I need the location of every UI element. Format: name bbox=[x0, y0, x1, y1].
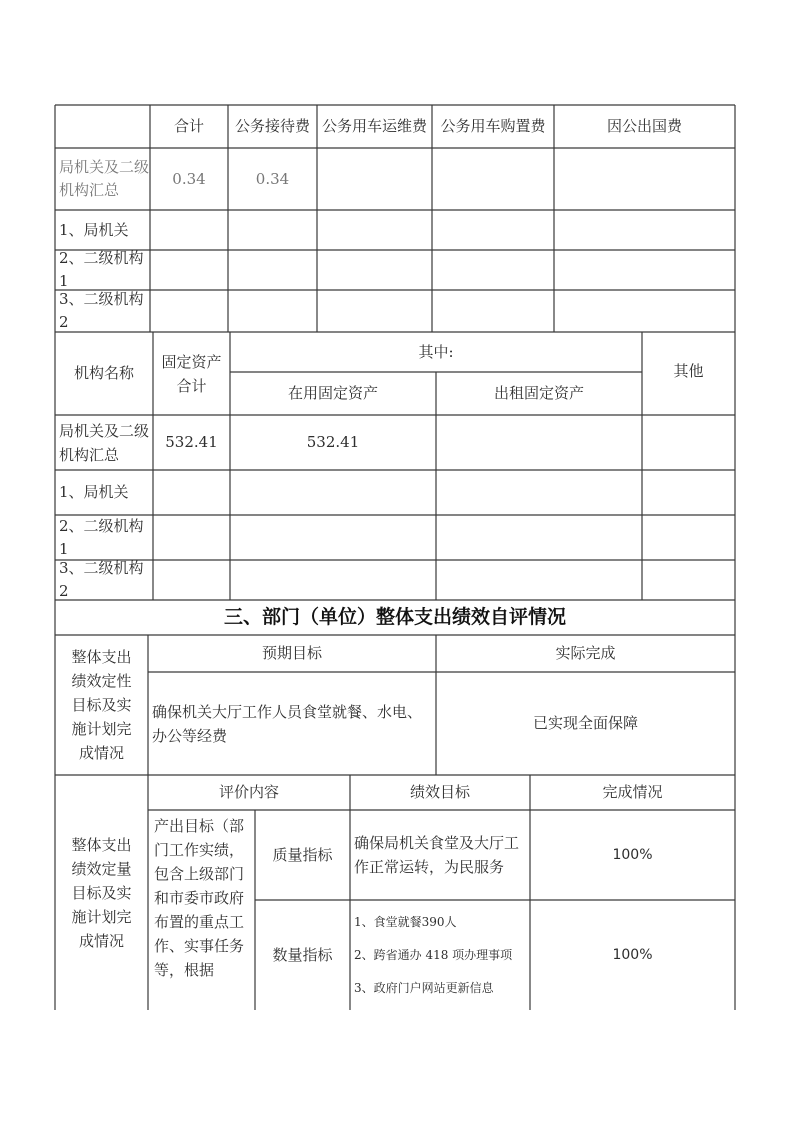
t1-header-car-purchase: 公务用车购置费 bbox=[440, 117, 546, 135]
actual-completion-header: 实际完成 bbox=[555, 644, 616, 662]
t1-row-sub2-label: 3、二级机构 2 bbox=[59, 290, 144, 331]
t2-row-summary-in-use: 532.41 bbox=[306, 433, 360, 451]
t1-row-summary-label: 局机关及二级机构汇总 bbox=[59, 158, 150, 199]
t2-row-sub1-label: 2、二级机构 1 bbox=[59, 516, 144, 558]
quantity-item: 1、食堂就餐390人 bbox=[354, 915, 457, 930]
t1-row-bureau-label: 1、局机关 bbox=[59, 220, 129, 239]
t2-row-summary-label: 局机关及二级机构汇总 bbox=[59, 421, 150, 464]
quantitative-label: 整体支出绩效定量目标及实施计划完成情况 bbox=[71, 835, 132, 950]
t1-row-summary-reception: 0.34 bbox=[255, 169, 290, 188]
perf-target-header: 绩效目标 bbox=[409, 783, 470, 801]
t1-row-sub1-label: 2、二级机构 1 bbox=[59, 249, 144, 290]
t1-header-car-ops: 公务用车运维费 bbox=[321, 117, 427, 135]
t1-header-abroad: 因公出国费 bbox=[606, 117, 682, 135]
quality-indicator-label: 质量指标 bbox=[272, 845, 333, 864]
t2-row-summary-total: 532.41 bbox=[165, 433, 218, 451]
quantity-indicator-label: 数量指标 bbox=[272, 945, 333, 964]
qualitative-label: 整体支出绩效定性目标及实施计划完成情况 bbox=[71, 648, 132, 762]
t1-row-summary-total: 0.34 bbox=[172, 169, 206, 188]
quantity-indicator-items bbox=[350, 900, 530, 1010]
actual-completion-text: 已实现全面保障 bbox=[532, 714, 638, 732]
section3-title: 三、部门（单位）整体支出绩效自评情况 bbox=[223, 606, 566, 628]
t2-header-in-use: 在用固定资产 bbox=[287, 384, 378, 402]
t2-header-among: 其中: bbox=[418, 342, 454, 361]
expected-target-header: 预期目标 bbox=[261, 644, 322, 662]
output-target-text: 产出目标（部门工作实绩，包含上级部门和市委市政府布置的重点工作、实事任务等，根据 bbox=[154, 817, 245, 979]
quantity-item: 3、政府门户网站更新信息 bbox=[354, 980, 494, 995]
quality-indicator-completion: 100% bbox=[612, 846, 653, 863]
expected-target-text: 确保机关大厅工作人员食堂就餐、水电、办公等经费 bbox=[152, 702, 423, 745]
completion-header: 完成情况 bbox=[602, 783, 663, 801]
t1-header-total: 合计 bbox=[173, 117, 204, 135]
t2-header-other: 其他 bbox=[673, 362, 704, 380]
t2-header-fixed-assets-total: 固定资产合计 bbox=[161, 352, 222, 395]
quantity-item: 2、跨省通办 418 项办理事项 bbox=[354, 947, 513, 962]
t2-header-org-name: 机构名称 bbox=[73, 364, 134, 382]
quality-indicator-target: 确保局机关食堂及大厅工作正常运转，为民服务 bbox=[354, 834, 520, 876]
t2-row-bureau-label: 1、局机关 bbox=[59, 483, 129, 501]
t2-header-rented: 出租固定资产 bbox=[493, 384, 584, 402]
t2-row-sub2-label: 3、二级机构 2 bbox=[59, 559, 144, 600]
quantity-indicator-completion: 100% bbox=[612, 946, 653, 963]
eval-content-header: 评价内容 bbox=[218, 783, 279, 801]
t1-header-reception: 公务接待费 bbox=[234, 117, 310, 135]
